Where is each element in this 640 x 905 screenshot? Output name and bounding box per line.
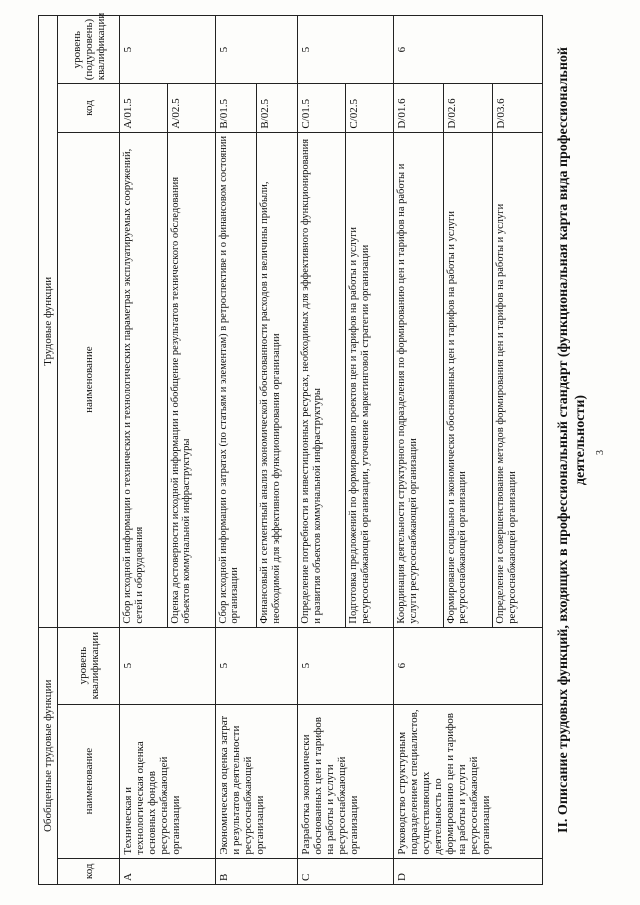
function-level: 6 xyxy=(394,16,543,84)
function-name: Подготовка предложений по формированию проектов цен и тарифов на работы и услуги ресурсоснабжающей организации, уточнение маркетинговой стратегии организации xyxy=(346,132,394,627)
gen-code: D xyxy=(394,858,543,884)
header-labor-functions: Трудовые функции xyxy=(39,16,58,628)
header-row-columns xyxy=(58,16,120,885)
function-name: Координация деятельности структурного подразделения по формированию цен и тарифов на работы и услуги ресурсоснабжающей организации xyxy=(394,132,444,627)
gen-level: 5 xyxy=(120,627,216,704)
function-code: D/01.6 xyxy=(394,84,444,132)
table-row-a1 xyxy=(120,16,168,885)
gen-name: Руководство структурным подразделением специалистов, осуществляющих деятельность по формированию цен и тарифов на работы и услуги ресурсоснабжающей организации xyxy=(394,704,543,858)
gen-level: 5 xyxy=(298,627,394,704)
function-level: 5 xyxy=(215,16,298,84)
header-qual-level: уровень квалификации xyxy=(58,627,120,704)
gen-name: Экономическая оценка затрат и результатов деятельности ресурсоснабжающей организации xyxy=(215,704,298,858)
gen-name: Техническая и технологическая оценка основных фондов ресурсоснабжающей организации xyxy=(120,704,216,858)
gen-name: Разработка экономически обоснованных цен и тарифов на работы и услуги ресурсоснабжающей организации xyxy=(298,704,394,858)
function-name: Оценка достоверности исходной информации и обобщение результатов технического обследования объектов коммунальной инфраструктуры xyxy=(167,132,215,627)
function-name: Сбор исходной информации о затратах (по статьям и элементам) в ретроспективе и о финансовом состоянии организации xyxy=(215,132,256,627)
gen-code: C xyxy=(298,858,394,884)
function-code: A/01.5 xyxy=(120,84,168,132)
header-row-groups xyxy=(39,16,58,885)
gen-code: B xyxy=(215,858,298,884)
gen-level: 5 xyxy=(215,627,298,704)
functional-map-table xyxy=(38,12,543,885)
table-row-c1 xyxy=(298,16,346,885)
page-number: 3 xyxy=(595,450,606,455)
header-generalized-functions: Обобщенные трудовые функции xyxy=(39,627,58,884)
function-code: D/02.6 xyxy=(443,84,493,132)
function-code: C/02.5 xyxy=(346,84,394,132)
function-name: Определение потребности в инвестиционных ресурсах, необходимых для эффективного функционирования и развития объектов коммунальной инфраструктуры xyxy=(298,132,346,627)
function-name: Сбор исходной информации о технических и технологических параметрах эксплуатируемых сооружений, сетей и оборудования xyxy=(120,132,168,627)
function-name: Финансовый и сегментный анализ экономической обоснованности расходов и величины прибыли, необходимой для эффективного функционирования организации xyxy=(257,132,298,627)
function-code: D/03.6 xyxy=(493,84,543,132)
header-sub-level: уровень (подуровень) квалификации xyxy=(58,16,120,84)
function-code: B/01.5 xyxy=(215,84,256,132)
gen-level: 6 xyxy=(394,627,543,704)
header-function-name: наименование xyxy=(58,132,120,627)
table-row-b1 xyxy=(215,16,256,885)
function-code: C/01.5 xyxy=(298,84,346,132)
function-code: A/02.5 xyxy=(167,84,215,132)
function-name: Формирование социально и экономически обоснованных цен и тарифов на работы и услуги ресурсоснабжающей организации xyxy=(443,132,493,627)
table-row-d1 xyxy=(394,16,444,885)
gen-code: A xyxy=(120,858,216,884)
function-code: B/02.5 xyxy=(257,84,298,132)
section-title: II. Описание трудовых функций, входящих в профессиональный стандарт (функциональная карта вида профессиональной деятельности) xyxy=(556,47,588,833)
header-name: наименование xyxy=(58,704,120,858)
function-level: 5 xyxy=(298,16,394,84)
header-code: код xyxy=(58,858,120,884)
function-name: Определение и совершенствование методов формирования цен и тарифов на работы и услуги ресурсоснабжающей организации xyxy=(493,132,543,627)
header-function-code: код xyxy=(58,84,120,132)
functional-map-table-wrap xyxy=(38,12,543,885)
function-level: 5 xyxy=(120,16,216,84)
